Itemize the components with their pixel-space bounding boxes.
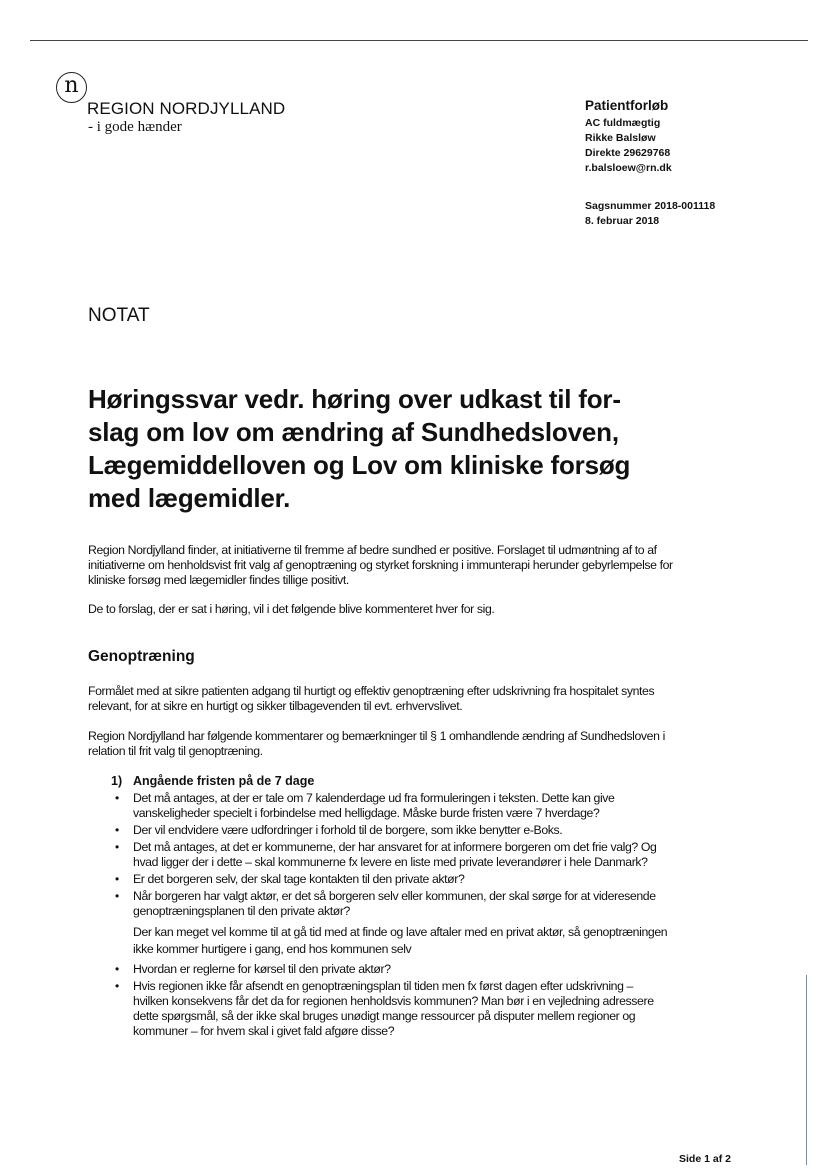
bullet-icon: • xyxy=(115,823,119,837)
bullet-icon: • xyxy=(115,962,119,976)
org-tagline: - i gode hænder xyxy=(88,119,182,135)
sender-role: AC fuldmægtig xyxy=(585,117,661,129)
intro-paragraph-1: Region Nordjylland finder, at initiativerne til fremme af bedre sundhed er positive. Forslaget til udmøntning af to af initiativerne om henholdsvist frit valg af genoptræning og styrket forskning i immunterapi herunder gebyrlempelse for kliniske forsøg med lægemidler findes tillige positivt. xyxy=(88,543,673,587)
list-item: • Der vil endvidere være udfordringer i forhold til de borgere, som ikke benytter e-Boks. xyxy=(115,823,563,837)
bullet-icon: • xyxy=(115,840,119,854)
item-number: 1) xyxy=(111,774,123,788)
top-rule xyxy=(30,40,808,41)
scan-edge-mark xyxy=(806,975,807,1165)
item-title: Angående fristen på de 7 dage xyxy=(133,774,315,788)
page-number: Side 1 af 2 xyxy=(679,1153,731,1165)
bullet-icon: • xyxy=(115,889,119,903)
intro-paragraph-2: De to forslag, der er sat i høring, vil i det følgende blive kommenteret hver for sig. xyxy=(88,602,495,616)
bullet-list xyxy=(111,791,671,1041)
sender-block xyxy=(585,98,672,176)
section-paragraph-2: Region Nordjylland har følgende kommentarer og bemærkninger til § 1 omhandlende ændring af Sundhedsloven i relation til frit valg til genoptræning. xyxy=(88,729,665,758)
bullet-icon: • xyxy=(115,872,119,886)
document-title: Høringssvar vedr. høring over udkast til for- slag om lov om ændring af Sundhedsloven, Lægemiddelloven og Lov om kliniske forsøg med lægemidler. xyxy=(88,384,631,513)
case-number: Sagsnummer 2018-001118 xyxy=(585,200,716,212)
list-item: • Når borgeren har valgt aktør, er det så borgeren selv eller kommunen, der skal sørge for at videresende genoptræningsplanen til den private aktør? xyxy=(115,889,656,918)
sender-phone: Direkte 29629768 xyxy=(585,147,671,159)
list-item: • Det må antages, at der er tale om 7 kalenderdage ud fra formuleringen i teksten. Dette kan give vanskeligheder specielt i forbindelse med helligdage. Måske burde fristen være 7 hverdage? xyxy=(115,791,615,820)
list-note: Der kan meget vel komme til at gå tid med at finde og lave aftaler med en privat aktør, så genoptræningen ikke kommer hurtigere i gang, end hos kommunen selv xyxy=(133,925,668,956)
bullet-icon: • xyxy=(115,791,119,805)
item-heading xyxy=(111,774,314,788)
bullet-icon: • xyxy=(115,979,119,993)
sender-email[interactable]: r.balsloew@rn.dk xyxy=(585,162,672,174)
list-item: • Er det borgeren selv, der skal tage kontakten til den private aktør? xyxy=(115,872,465,886)
list-item: • Hvis regionen ikke får afsendt en genoptræningsplan til tiden men fx først dagen efter udskrivning – hvilken konsekvens får det da for regionen henholdsvis kommunen? Man bør i en vejledning adressere dette spørgsmål, så der ikke skal bruges unødigt mange ressourcer på disputer mellem regioner og kommuner – for hvem skal i givet fald afgøre disse? xyxy=(115,979,654,1038)
case-info xyxy=(585,199,715,229)
list-item: • Hvordan er reglerne for kørsel til den private aktør? xyxy=(115,962,391,976)
sender-department: Patientforløb xyxy=(585,98,669,113)
section-heading: Genoptræning xyxy=(88,648,195,665)
org-name: REGION NORDJYLLAND xyxy=(87,99,286,118)
case-date: 8. februar 2018 xyxy=(585,215,660,227)
document-type: NOTAT xyxy=(88,305,150,326)
region-logo-icon: n xyxy=(56,72,87,103)
section-paragraph-1: Formålet med at sikre patienten adgang til hurtigt og effektiv genoptræning efter udskrivning fra hospitalet syntes relevant, for at sikre en hurtigt og sikker tilbagevenden til evt. erhvervslivet. xyxy=(88,684,655,713)
list-item: • Det må antages, at det er kommunerne, der har ansvaret for at informere borgeren om det frie valg? Og hvad ligger der i dette – skal kommunerne fx levere en liste med private leverandører i hele Danmark? xyxy=(115,840,657,869)
sender-name: Rikke Balsløw xyxy=(585,132,656,144)
